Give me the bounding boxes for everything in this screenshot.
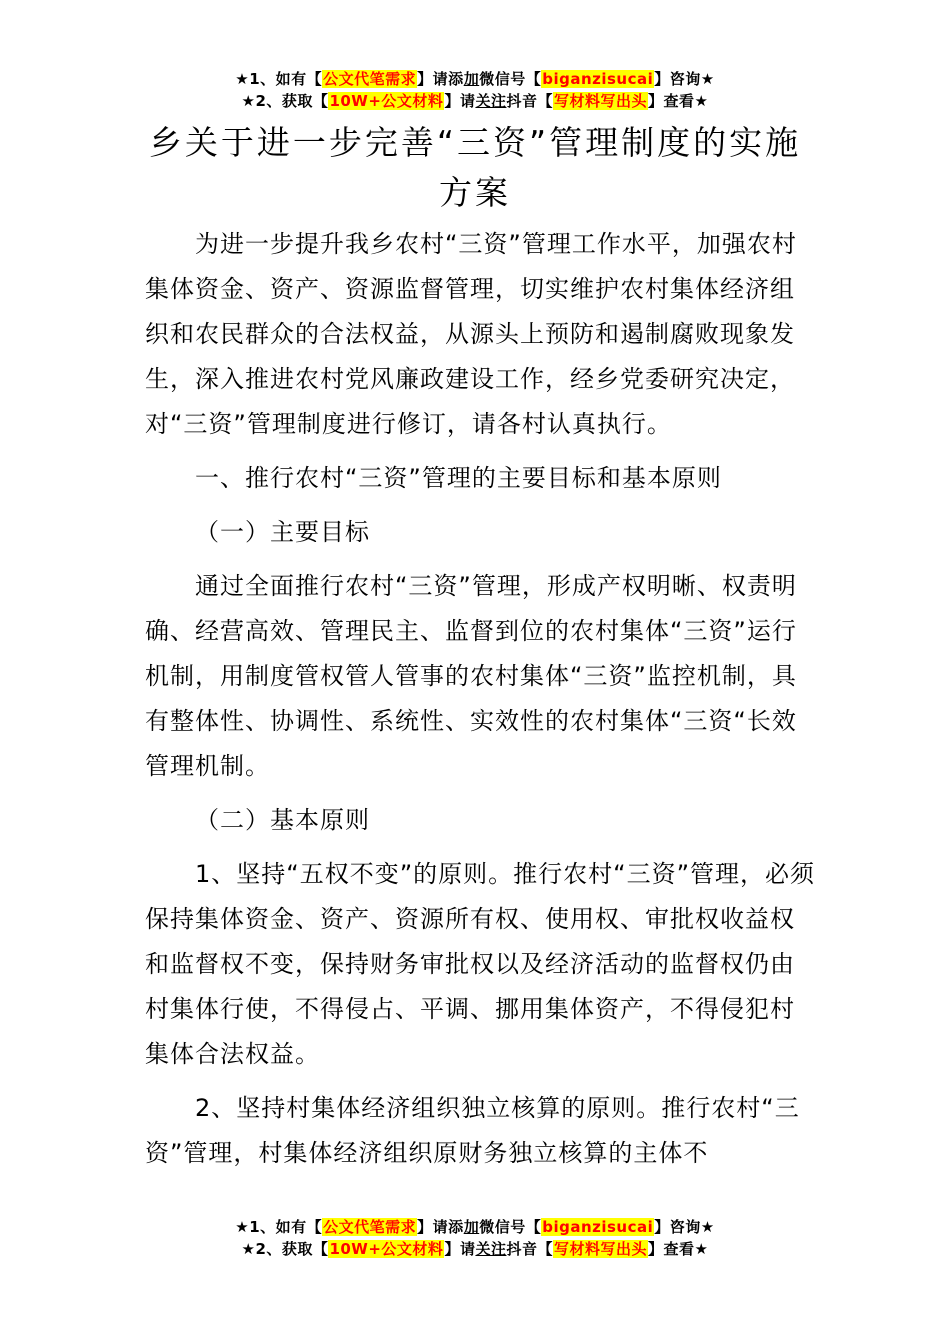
highlight-service: 公文代笔需求 [323, 70, 417, 88]
highlight-materials: 10W+公文材料 [329, 1240, 444, 1258]
highlight-douyin: 写材料写出头 [553, 1240, 647, 1258]
promo-line-1: ★1、如有【公文代笔需求】请添加微信号【biganzisucai】咨询★ [235, 1218, 715, 1236]
highlight-wechat-id: biganzisucai [542, 70, 654, 88]
promo-line-2: ★2、获取【10W+公文材料】请关注抖音【写材料写出头】查看★ [241, 92, 709, 110]
highlight-service: 公文代笔需求 [323, 1218, 417, 1236]
promo-banner-bottom [0, 1216, 950, 1260]
goals-paragraph: 通过全面推行农村“三资”管理，形成产权明晰、权责明确、经营高效、管理民主、监督到位的农村集体“三资”运行机制，用制度管权管人管事的农村集体“三资”监控机制，具有整体性、协调性、系统性、实效性的农村集体“三资“长效管理机制。 [145, 572, 797, 780]
highlight-wechat-id: biganzisucai [542, 1218, 654, 1236]
promo-line-2: ★2、获取【10W+公文材料】请关注抖音【写材料写出头】查看★ [241, 1240, 709, 1258]
highlight-materials: 10W+公文材料 [329, 92, 444, 110]
title-line-2: 方案 [439, 173, 511, 212]
principle-1-paragraph: 1、坚持“五权不变”的原则。推行农村“三资”管理，必须保持集体资金、资产、资源所有权、使用权、审批权收益权和监督权不变，保持财务审批权以及经济活动的监督权仍由村集体行使，不得侵占、平调、挪用集体资产，不得侵犯村集体合法权益。 [145, 860, 816, 1068]
document-title [0, 118, 950, 218]
title-line-1: 乡关于进一步完善“三资”管理制度的实施 [148, 123, 802, 162]
section-heading-1: 一、推行农村“三资”管理的主要目标和基本原则 [195, 464, 722, 492]
promo-banner-top [0, 68, 950, 112]
intro-paragraph: 为进一步提升我乡农村“三资”管理工作水平，加强农村集体资金、资产、资源监督管理，切实维护农村集体经济组织和农民群众的合法权益，从源头上预防和遏制腐败现象发生，深入推进农村党风廉政建设工作，经乡党委研究决定，对“三资”管理制度进行修订，请各村认真执行。 [145, 230, 797, 438]
highlight-douyin: 写材料写出头 [553, 92, 647, 110]
document-body [145, 222, 815, 1176]
principle-2-paragraph: 2、坚持村集体经济组织独立核算的原则。推行农村“三资”管理，村集体经济组织原财务独立核算的主体不 [145, 1094, 800, 1167]
promo-line-1: ★1、如有【公文代笔需求】请添加微信号【biganzisucai】咨询★ [235, 70, 715, 88]
subheading-principles: （二）基本原则 [195, 806, 370, 834]
subheading-goals: （一）主要目标 [195, 518, 370, 546]
